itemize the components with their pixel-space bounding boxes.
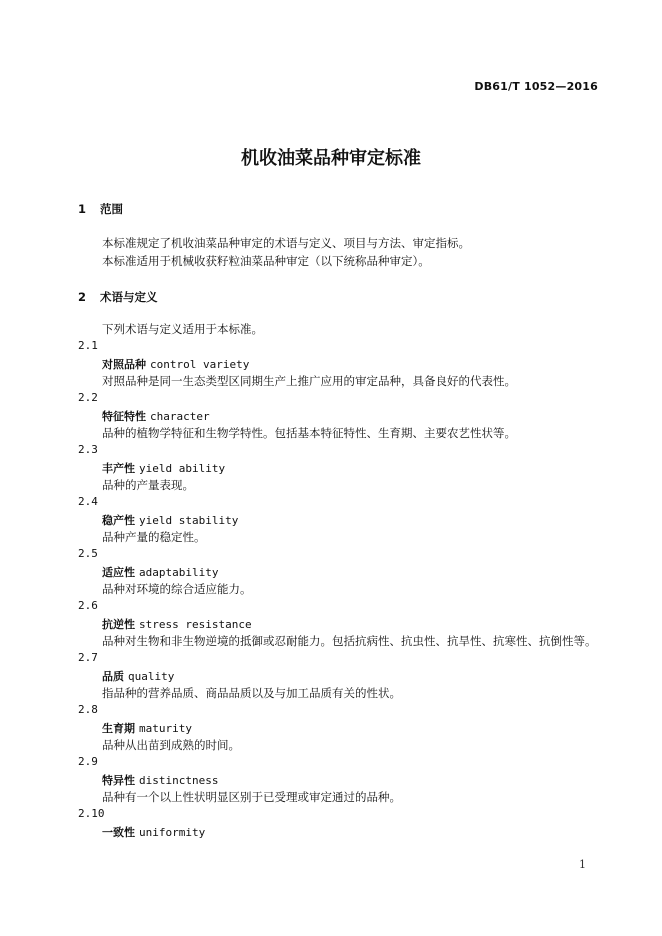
term-definition: 对照品种是同一生态类型区同期生产上推广应用的审定品种，具备良好的代表性。	[102, 374, 516, 388]
scope-paragraph: 本标准适用于机械收获籽粒油菜品种审定（以下统称品种审定）。	[102, 254, 430, 268]
term-number: 2.4	[78, 495, 98, 508]
term-name	[102, 824, 205, 840]
term-definition: 品种有一个以上性状明显区别于已受理或审定通过的品种。	[102, 790, 401, 804]
term-definition: 品种产量的稳定性。	[102, 530, 206, 544]
terms-intro: 下列术语与定义适用于本标准。	[102, 322, 263, 336]
term-definition: 品种从出苗到成熟的时间。	[102, 738, 240, 752]
term-number: 2.3	[78, 443, 98, 456]
scope-paragraph: 本标准规定了机收油菜品种审定的术语与定义、项目与方法、审定指标。	[102, 236, 470, 250]
term-definition: 品种对环境的综合适应能力。	[102, 582, 252, 596]
term-chinese: 特征特性	[102, 410, 146, 423]
term-name	[102, 512, 238, 528]
term-english: yield ability	[139, 462, 226, 475]
term-number: 2.6	[78, 599, 98, 612]
term-english: distinctness	[139, 774, 219, 787]
term-number: 2.8	[78, 703, 98, 716]
standard-code: DB61/T 1052—2016	[474, 80, 598, 93]
term-definition: 指品种的营养品质、商品品质以及与加工品质有关的性状。	[102, 686, 401, 700]
term-english: stress resistance	[139, 618, 252, 631]
term-chinese: 品质	[102, 670, 124, 683]
term-number: 2.9	[78, 755, 98, 768]
term-english: adaptability	[139, 566, 219, 579]
term-english: yield stability	[139, 514, 239, 527]
term-definition: 品种对生物和非生物逆境的抵御或忍耐能力。包括抗病性、抗虫性、抗旱性、抗寒性、抗倒性等。	[102, 634, 597, 648]
term-definition: 品种的植物学特征和生物学特性。包括基本特征特性、生育期、主要农艺性状等。	[102, 426, 516, 440]
term-chinese: 生育期	[102, 722, 135, 735]
term-chinese: 一致性	[102, 826, 135, 839]
document-title: 机收油菜品种审定标准	[241, 148, 421, 169]
term-name	[102, 408, 210, 424]
term-number: 2.7	[78, 651, 98, 664]
term-name	[102, 668, 174, 684]
term-number: 2.5	[78, 547, 98, 560]
term-name	[102, 356, 249, 372]
section-heading-scope	[78, 201, 123, 217]
term-name	[102, 564, 218, 580]
term-name	[102, 616, 252, 632]
section-title: 范围	[100, 202, 124, 216]
term-english: control variety	[150, 358, 250, 371]
term-english: maturity	[139, 722, 192, 735]
term-chinese: 特异性	[102, 774, 135, 787]
term-number: 2.2	[78, 391, 98, 404]
section-heading-terms	[78, 289, 158, 305]
term-definition: 品种的产量表现。	[102, 478, 194, 492]
term-english: character	[150, 410, 210, 423]
term-chinese: 适应性	[102, 566, 135, 579]
term-chinese: 丰产性	[102, 462, 135, 475]
term-name	[102, 720, 192, 736]
term-english: quality	[128, 670, 175, 683]
term-english: uniformity	[139, 826, 206, 839]
term-number: 2.10	[78, 807, 105, 820]
page-number: 1	[579, 858, 586, 871]
term-chinese: 抗逆性	[102, 618, 135, 631]
section-number: 1	[78, 202, 87, 216]
term-name	[102, 772, 218, 788]
term-chinese: 稳产性	[102, 514, 135, 527]
section-number: 2	[78, 290, 87, 304]
section-title: 术语与定义	[100, 290, 158, 304]
term-number: 2.1	[78, 339, 98, 352]
term-name	[102, 460, 225, 476]
term-chinese: 对照品种	[102, 358, 146, 371]
